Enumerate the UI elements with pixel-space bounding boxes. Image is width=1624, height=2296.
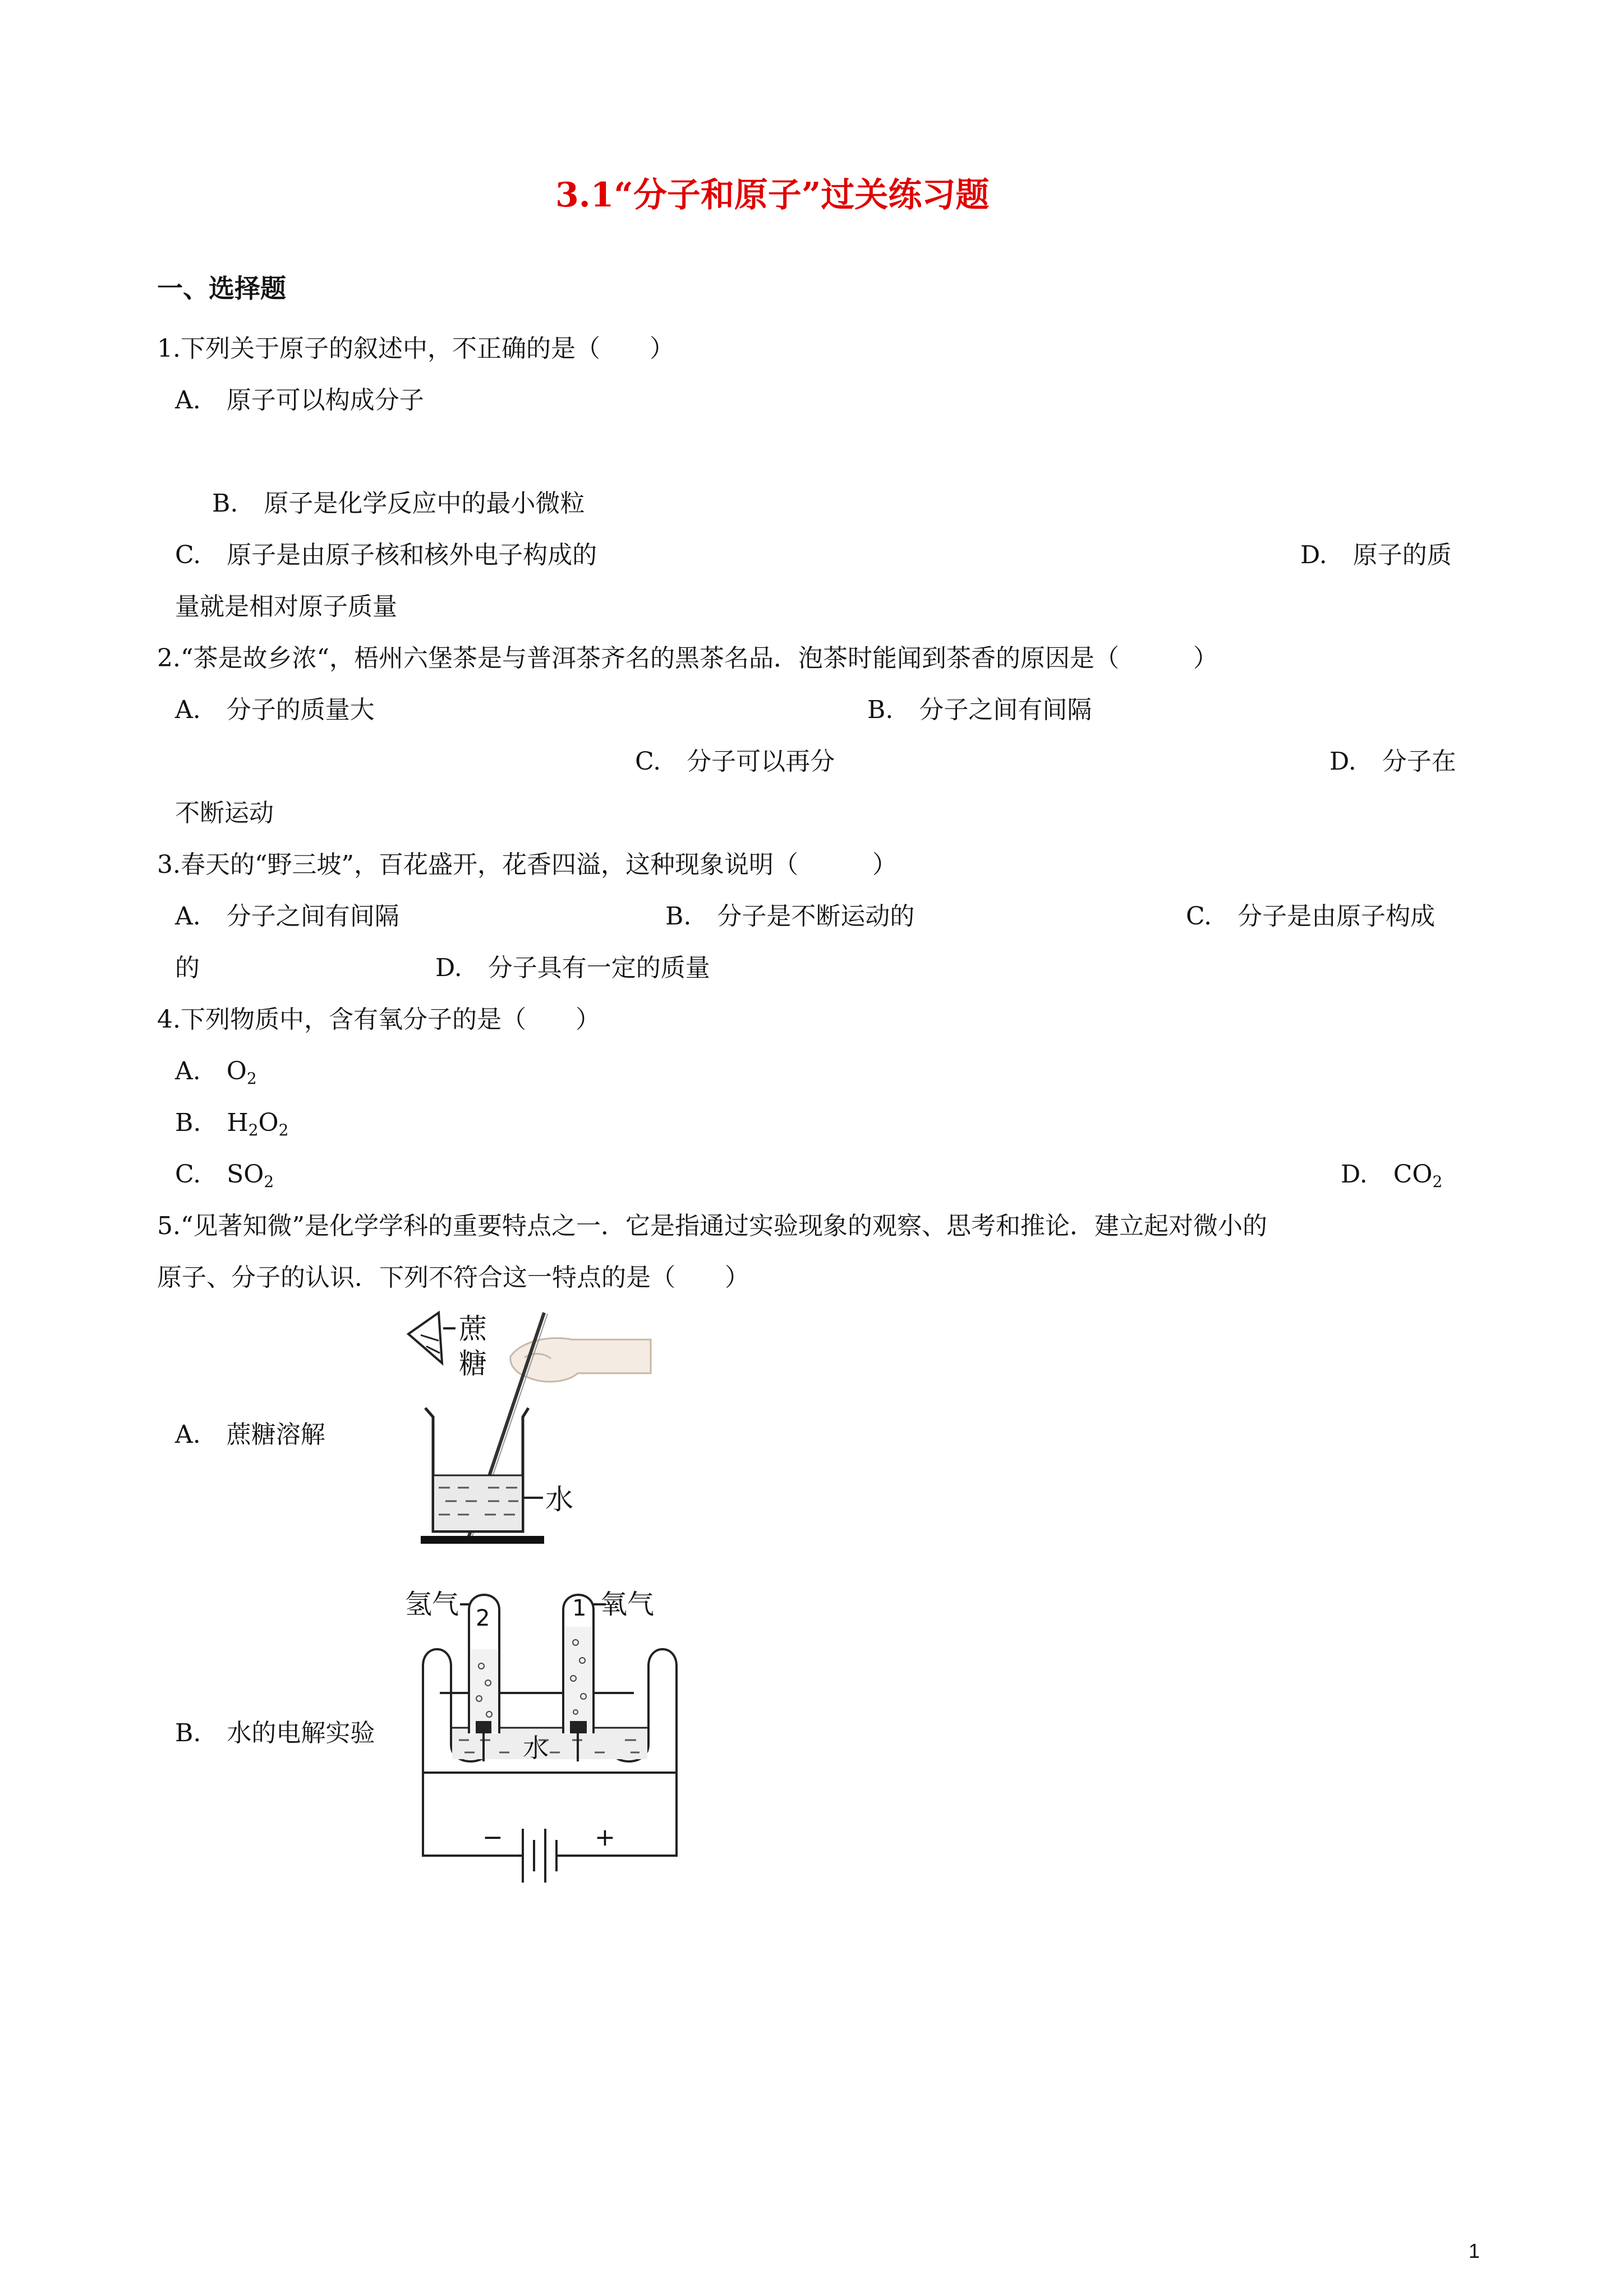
- q5-option-a: [175, 1418, 325, 1452]
- q1-option-d: [1300, 539, 1452, 572]
- q2-option-a: [175, 693, 375, 727]
- q1-option-c-text: 原子是由原子核和核外电子构成的: [227, 541, 597, 569]
- q3-option-d: [435, 951, 710, 985]
- q3-option-a-text: 分子之间有间隔: [226, 902, 399, 931]
- q1-option-a-key: A.: [175, 386, 201, 415]
- q4-option-c-formula: $SO_2$: [227, 1160, 274, 1191]
- q3-option-c-text-2: 的: [175, 954, 200, 982]
- q4-option-c-key: C.: [175, 1160, 201, 1189]
- q2-option-d: [1329, 745, 1456, 779]
- sugar-label-1: 蔗: [459, 1313, 487, 1345]
- q3-option-b: [665, 900, 914, 933]
- q4-option-b: [175, 1106, 288, 1140]
- q3-option-b-text: 分子是不断运动的: [717, 902, 915, 931]
- q2-option-b-text: 分子之间有间隔: [919, 696, 1092, 724]
- page-number: 1: [1469, 2239, 1480, 2262]
- q1-stem: 1.下列关于原子的叙述中，不正确的是（ ）: [157, 334, 674, 363]
- q1-option-b-key: B.: [212, 489, 238, 518]
- q3-option-c: [1186, 900, 1435, 933]
- q3-option-c-key: C.: [1186, 902, 1212, 931]
- q1-option-c-key: C.: [175, 541, 201, 569]
- q5-stem-line-1: 5.“见著知微”是化学学科的重要特点之一．它是指通过实验现象的观察、思考和推论．建立起对微小的: [157, 1212, 1267, 1240]
- q1-option-a-text: 原子可以构成分子: [226, 386, 424, 415]
- electrolysis-water-label: 水: [523, 1733, 549, 1763]
- q4-option-c: [175, 1158, 274, 1191]
- positive-terminal-label: +: [595, 1823, 615, 1852]
- oxygen-label: 氧气: [600, 1589, 655, 1620]
- tube-1-number: 1: [572, 1595, 587, 1621]
- hydrogen-label: 氢气: [405, 1589, 459, 1620]
- q5-option-b-key: B.: [175, 1719, 201, 1747]
- q5-option-a-text: 蔗糖溶解: [226, 1420, 325, 1449]
- q2-option-d-text-2: 不断运动: [175, 799, 274, 827]
- negative-terminal-label: −: [482, 1823, 503, 1852]
- beaker: [425, 1408, 528, 1531]
- page-title: 3.1“分子和原子”过关练习题: [555, 176, 990, 215]
- hydrogen-test-tube: [469, 1595, 499, 1733]
- q5-option-b-text: 水的电解实验: [227, 1719, 375, 1747]
- q2-option-d-text-1: 分子在: [1382, 747, 1456, 776]
- sugar-packet-icon: [408, 1313, 442, 1363]
- q5-stem-line-2: 原子、分子的认识．下列不符合这一特点的是（ ）: [157, 1263, 749, 1292]
- q4-option-d: [1341, 1158, 1442, 1191]
- q4-option-a-key: A.: [175, 1057, 201, 1085]
- q5-option-a-key: A.: [175, 1420, 201, 1449]
- q4-option-b-formula: $H_2O_2$: [227, 1108, 289, 1139]
- q2-option-b-key: B.: [867, 696, 894, 724]
- section-heading: 一、选择题: [157, 273, 286, 303]
- q2-stem: 2.“茶是故乡浓“，梧州六堡茶是与普洱茶齐名的黑茶名品．泡茶时能闻到茶香的原因是（ ）: [157, 644, 1218, 673]
- q1-option-c: [175, 539, 597, 572]
- q3-option-b-key: B.: [665, 902, 692, 931]
- q5-option-b: [175, 1717, 375, 1750]
- q4-option-a: [175, 1055, 257, 1088]
- q1-option-d-text-2: 量就是相对原子质量: [175, 592, 397, 621]
- q3-option-d-key: D.: [435, 954, 462, 982]
- q1-option-a: [175, 384, 424, 417]
- water-electrolysis-diagram: [404, 1582, 696, 1896]
- q2-option-c-key: C.: [635, 747, 661, 776]
- q3-option-a-key: A.: [175, 902, 201, 931]
- q4-option-d-key: D.: [1341, 1160, 1368, 1189]
- q4-option-b-key: B.: [175, 1108, 201, 1137]
- sugar-label-2: 糖: [459, 1347, 487, 1380]
- table-base: [421, 1536, 544, 1544]
- water-label: 水: [545, 1483, 573, 1516]
- tube-2-number: 2: [476, 1605, 490, 1631]
- q4-stem: 4.下列物质中，含有氧分子的是（ ）: [157, 1005, 600, 1034]
- q4-option-a-formula: $O_2$: [226, 1057, 257, 1088]
- q1-option-d-text-1: 原子的质: [1352, 541, 1452, 569]
- sugar-dissolving-diagram: [404, 1307, 662, 1565]
- q2-option-c-text: 分子可以再分: [687, 747, 835, 776]
- q1-option-b: [212, 487, 585, 521]
- q2-option-d-key: D.: [1329, 747, 1356, 776]
- q3-stem: 3.春天的“野三坡”，百花盛开，花香四溢，这种现象说明（ ）: [157, 850, 897, 879]
- q2-option-c: [635, 745, 835, 779]
- q2-option-a-text: 分子的质量大: [226, 696, 375, 724]
- q4-option-d-formula: $CO_2$: [1393, 1160, 1443, 1191]
- q1-option-b-text: 原子是化学反应中的最小微粒: [264, 489, 585, 518]
- q1-option-d-key: D.: [1300, 541, 1327, 569]
- q3-option-a: [175, 900, 399, 933]
- q2-option-b: [867, 693, 1092, 727]
- q3-option-d-text: 分子具有一定的质量: [487, 954, 710, 982]
- oxygen-test-tube: [563, 1595, 606, 1733]
- q3-option-c-text-1: 分子是由原子构成: [1237, 902, 1436, 931]
- q2-option-a-key: A.: [175, 696, 201, 724]
